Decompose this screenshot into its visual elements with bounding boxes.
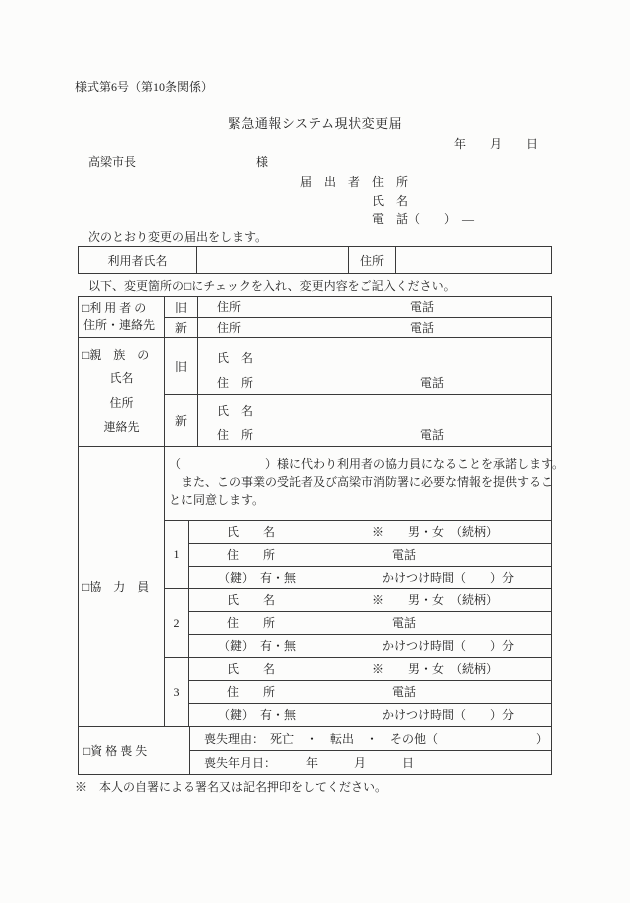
member-1-address-row — [189, 543, 551, 566]
gender-relation-label: ※ 男・女 （続柄） — [372, 524, 499, 539]
address-label: 住所 — [217, 320, 242, 335]
user-address-label-cell: 住所 — [349, 247, 396, 273]
name-label: 氏 名 — [217, 351, 254, 365]
old-tag: 旧 — [165, 338, 198, 394]
phone-label: 電話 — [420, 428, 445, 442]
old-tag: 旧 — [165, 297, 198, 317]
disqualification-checkbox: □ — [83, 743, 91, 758]
declarant-phone-label: 電 話（ ） ― — [372, 212, 475, 226]
response-time-label: かけつけ時間（ ）分 — [382, 570, 515, 585]
name-label: 氏 名 — [227, 593, 276, 608]
address-label: 住 所 — [217, 428, 254, 442]
user-address-blank-field — [396, 247, 551, 273]
cooperator-label-text: 協 力 員 — [89, 580, 150, 594]
user-contact-new-row — [165, 317, 551, 337]
date-line: 年 月 日 — [454, 137, 539, 151]
section-relative-contact — [79, 337, 551, 446]
user-name-blank-field — [197, 247, 349, 273]
relative-label-text: 親 族 の — [89, 348, 150, 362]
addressee: 高梁市長 — [88, 155, 137, 169]
reason-close-paren: ） — [536, 731, 549, 746]
user-contact-old-fields — [198, 297, 551, 317]
form-title: 緊急通報システム現状変更届 — [227, 116, 403, 131]
address-label: 住所 — [217, 299, 242, 314]
section-cooperator-heading — [79, 447, 165, 726]
consent-line-2: また、この事業の受託者及び高梁市消防署に必要な情報を提供するこ — [169, 475, 554, 489]
phone-label: 電話 — [392, 684, 417, 699]
user-contact-heading-line1 — [82, 301, 146, 315]
signature-footnote: ※ 本人の自署による署名又は記名押印をしてください。 — [75, 780, 388, 794]
relative-checkbox: □ — [82, 348, 90, 362]
gender-relation-label: ※ 男・女 （続柄） — [372, 661, 499, 676]
key-label: （鍵） 有・無 — [218, 570, 297, 585]
member-3-name-row — [189, 658, 551, 680]
name-label: 氏 名 — [227, 524, 276, 539]
user-contact-heading-line2: 住所・連絡先 — [83, 318, 156, 332]
user-name-label-cell: 利用者氏名 — [79, 247, 197, 273]
user-contact-label-text: 利 用 者 の — [89, 301, 147, 315]
declarant-address-label: 届 出 者 住 所 — [300, 175, 409, 189]
member-1-key-row — [189, 566, 551, 589]
declarant-name-label: 氏 名 — [372, 194, 409, 208]
member-3-number: 3 — [165, 658, 189, 726]
section-relative-heading — [79, 338, 165, 446]
cooperator-checkbox: □ — [82, 580, 90, 594]
address-label: 住 所 — [227, 616, 276, 631]
relative-heading-line2: 氏名 — [109, 371, 134, 385]
user-info-table — [78, 246, 552, 274]
cooperator-heading-line — [82, 580, 149, 594]
change-details-table — [78, 296, 565, 775]
new-tag: 新 — [165, 318, 198, 337]
relative-new-block — [165, 394, 551, 446]
reason-label: 喪失理由： 死亡 ・ 転出 ・ その他（ — [204, 731, 439, 746]
checkbox-instruction: 以下、変更箇所の□にチェックを入れ、変更内容をご記入ください。 — [88, 279, 456, 293]
phone-label: 電話 — [392, 616, 417, 631]
relative-heading-line3: 住所 — [109, 396, 134, 410]
disqualification-label-text: 資 格 喪 失 — [90, 743, 148, 758]
section-cooperator — [79, 446, 565, 726]
user-contact-checkbox: □ — [82, 301, 90, 315]
phone-label: 電話 — [392, 547, 417, 562]
cooperator-member-1 — [165, 520, 551, 589]
key-label: （鍵） 有・無 — [218, 639, 297, 654]
consent-line-3: とに同意します。 — [169, 493, 265, 507]
member-2-address-row — [189, 611, 551, 634]
cooperator-member-2 — [165, 588, 551, 657]
section-disqualification — [79, 726, 551, 774]
loss-date-label: 喪失年月日： 年 月 日 — [204, 755, 415, 770]
member-2-name-row — [189, 589, 551, 611]
address-label: 住 所 — [227, 684, 276, 699]
section-user-contact — [79, 297, 551, 337]
user-contact-new-fields — [198, 318, 551, 337]
relative-old-fields — [198, 338, 551, 394]
address-label: 住 所 — [217, 376, 254, 390]
section-user-contact-heading — [79, 297, 165, 337]
disqualification-reason-row — [190, 727, 551, 750]
response-time-label: かけつけ時間（ ）分 — [382, 639, 515, 654]
new-tag: 新 — [165, 395, 198, 446]
relative-heading-line4: 連絡先 — [103, 420, 140, 434]
name-label: 氏 名 — [227, 661, 276, 676]
user-contact-old-row — [165, 297, 551, 317]
member-2-number: 2 — [165, 589, 189, 657]
response-time-label: かけつけ時間（ ）分 — [382, 707, 515, 722]
member-1-number: 1 — [165, 521, 189, 589]
disqualification-date-row — [190, 750, 551, 774]
cooperator-consent-text — [165, 447, 565, 520]
addressee-honorific: 様 — [256, 155, 269, 169]
member-2-key-row — [189, 634, 551, 657]
relative-new-fields — [198, 395, 551, 446]
name-label: 氏 名 — [217, 404, 254, 418]
phone-label: 電話 — [420, 376, 445, 390]
member-3-address-row — [189, 680, 551, 703]
disqualification-heading-line — [83, 743, 147, 757]
relative-old-block — [165, 338, 551, 394]
relative-heading-line1 — [82, 348, 149, 362]
member-3-key-row — [189, 703, 551, 726]
form-number: 様式第6号（第10条関係） — [75, 80, 214, 94]
member-1-name-row — [189, 521, 551, 543]
key-label: （鍵） 有・無 — [218, 707, 297, 722]
gender-relation-label: ※ 男・女 （続柄） — [372, 593, 499, 608]
intro-sentence: 次のとおり変更の届出をします。 — [88, 230, 268, 244]
phone-label: 電話 — [410, 299, 435, 314]
section-disqualification-heading — [79, 727, 190, 774]
consent-line-1: （ ）様に代わり利用者の協力員になることを承諾します。 — [169, 457, 565, 471]
address-label: 住 所 — [227, 547, 276, 562]
phone-label: 電話 — [410, 320, 435, 335]
cooperator-member-3 — [165, 657, 551, 726]
